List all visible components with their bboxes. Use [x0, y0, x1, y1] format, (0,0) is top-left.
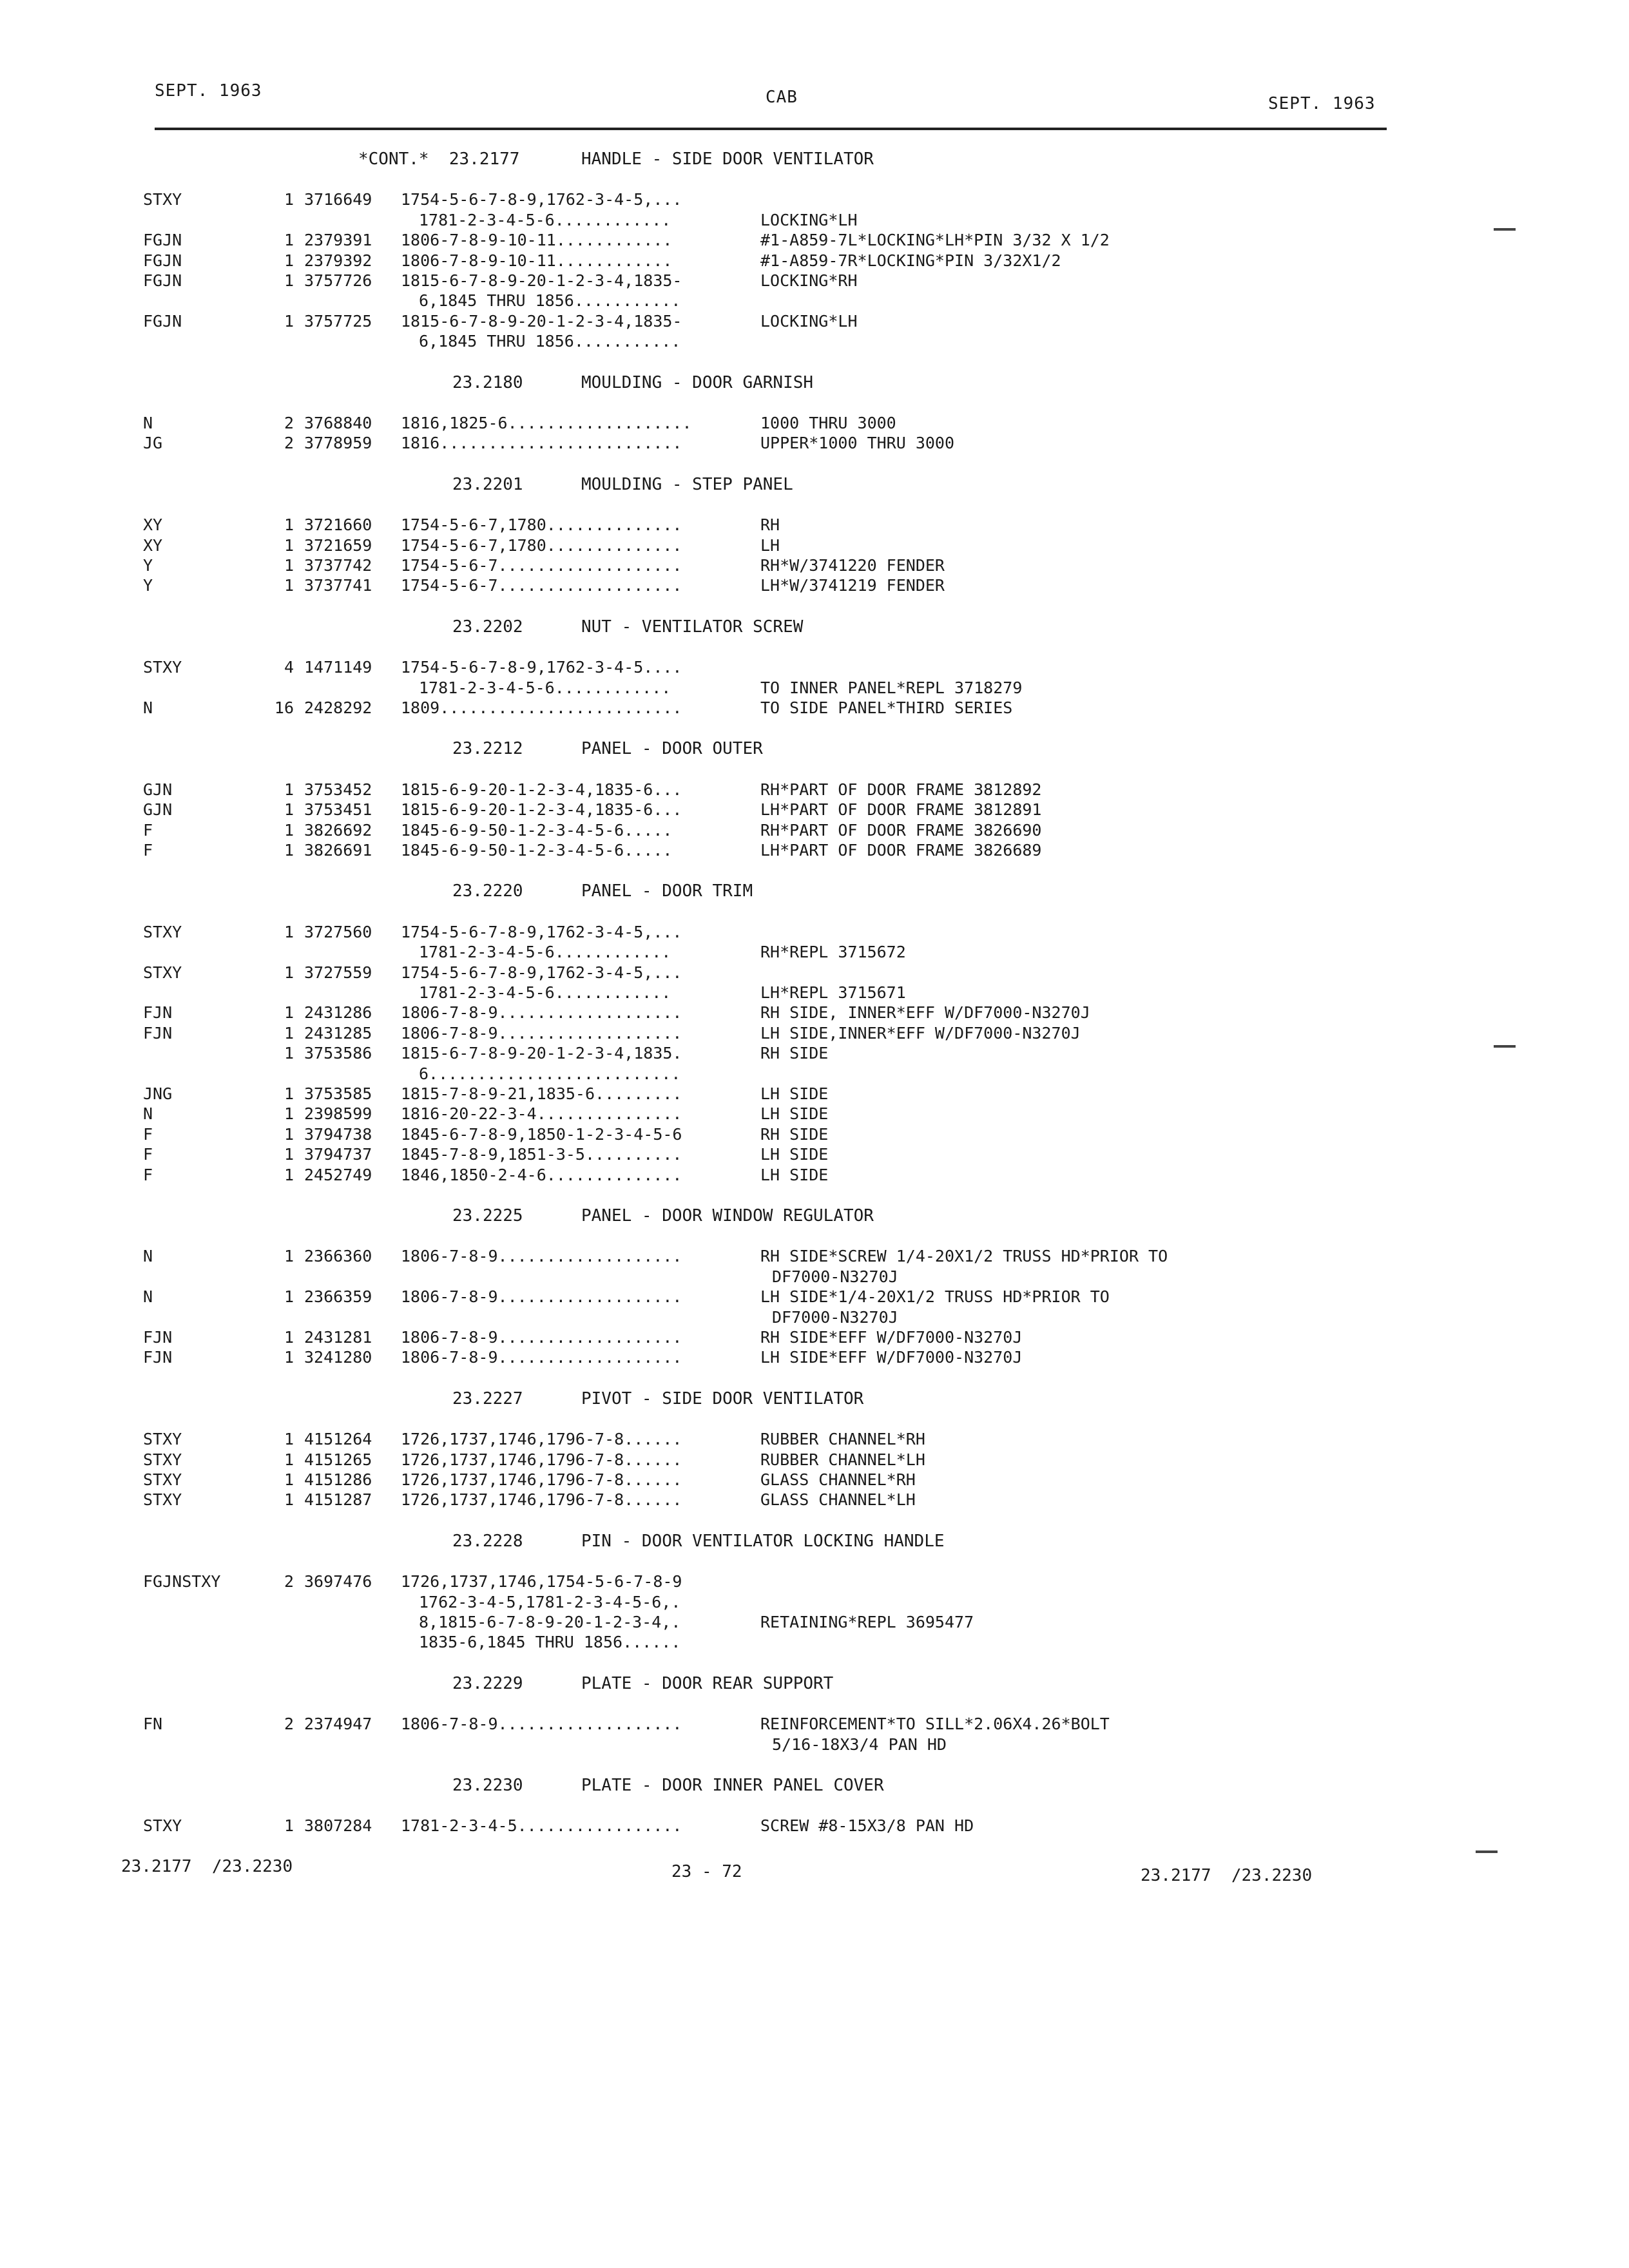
quantity: 1 [284, 1490, 294, 1509]
section-title: PIN - DOOR VENTILATOR LOCKING HANDLE [581, 1532, 945, 1551]
model-applicability: 1754-5-6-7-8-9,1762-3-4-5,... [401, 963, 682, 982]
model-applicability: 1846,1850-2-4-6.............. [401, 1166, 682, 1184]
model-applicability: 1806-7-8-9................... [401, 1287, 682, 1306]
model-code: STXY [143, 1450, 182, 1469]
part-description: RH SIDE*SCREW 1/4-20X1/2 TRUSS HD*PRIOR TO [760, 1247, 1168, 1265]
part-description: RH*PART OF DOOR FRAME 3812892 [760, 780, 1042, 799]
part-description: LH*W/3741219 FENDER [760, 576, 945, 595]
quantity: 2 [284, 1572, 294, 1591]
part-number: 3757726 [304, 271, 372, 290]
model-code: GJN [143, 780, 173, 799]
part-number: 2452749 [304, 1166, 372, 1184]
model-code: FGJN [143, 231, 182, 249]
part-number: 3737741 [304, 576, 372, 595]
quantity: 1 [284, 556, 294, 575]
model-code: FJN [143, 1328, 173, 1347]
part-number: 4151286 [304, 1470, 372, 1489]
part-number: 3807284 [304, 1816, 372, 1835]
quantity: 4 [284, 658, 294, 677]
model-code: STXY [143, 963, 182, 982]
model-code: F [143, 1166, 153, 1184]
part-description: LH*PART OF DOOR FRAME 3812891 [760, 800, 1042, 819]
quantity: 1 [284, 190, 294, 209]
quantity: 1 [284, 231, 294, 249]
part-description: TO SIDE PANEL*THIRD SERIES [760, 698, 1013, 717]
model-code: STXY [143, 190, 182, 209]
model-applicability: 1754-5-6-7-8-9,1762-3-4-5,... [401, 190, 682, 209]
model-applicability: 1809......................... [401, 698, 682, 717]
model-applicability: 1726,1737,1746,1754-5-6-7-8-9 [401, 1572, 682, 1591]
quantity: 1 [284, 515, 294, 534]
part-number: 3826692 [304, 821, 372, 840]
part-number: 2374947 [304, 1715, 372, 1733]
model-code: FJN [143, 1348, 173, 1367]
part-description: #1-A859-7L*LOCKING*LH*PIN 3/32 X 1/2 [760, 231, 1110, 249]
model-applicability: 1806-7-8-9-10-11............ [401, 231, 673, 249]
model-code: FGJN [143, 251, 182, 270]
section-number: 23.2227 [452, 1389, 523, 1408]
part-number: 2398599 [304, 1104, 372, 1123]
quantity: 1 [284, 1125, 294, 1144]
section-number: 23.2230 [452, 1776, 523, 1795]
model-applicability: 1762-3-4-5,1781-2-3-4-5-6,. [419, 1593, 681, 1611]
model-applicability: 1815-6-9-20-1-2-3-4,1835-6... [401, 780, 682, 799]
model-applicability: 1754-5-6-7,1780.............. [401, 515, 682, 534]
part-description: DF7000-N3270J [772, 1308, 898, 1327]
quantity: 1 [284, 536, 294, 555]
part-description: LH SIDE [760, 1104, 829, 1123]
section-number: 23.2201 [452, 475, 523, 494]
model-code: STXY [143, 1470, 182, 1489]
model-applicability: 6,1845 THRU 1856........... [419, 332, 681, 351]
header-section-name: CAB [766, 88, 798, 107]
footer-page-number: 23 - 72 [671, 1862, 742, 1881]
section-title: PLATE - DOOR INNER PANEL COVER [581, 1776, 884, 1795]
part-number: 3697476 [304, 1572, 372, 1591]
part-description: SCREW #8-15X3/8 PAN HD [760, 1816, 974, 1835]
section-number: 23.2202 [452, 617, 523, 637]
part-number: 4151265 [304, 1450, 372, 1469]
model-applicability: 1726,1737,1746,1796-7-8...... [401, 1430, 682, 1448]
model-applicability: 1754-5-6-7-8-9,1762-3-4-5,... [401, 923, 682, 941]
model-applicability: 1726,1737,1746,1796-7-8...... [401, 1450, 682, 1469]
part-description: DF7000-N3270J [772, 1267, 898, 1286]
model-applicability: 1806-7-8-9................... [401, 1024, 682, 1043]
quantity: 2 [284, 1715, 294, 1733]
model-applicability: 1754-5-6-7-8-9,1762-3-4-5.... [401, 658, 682, 677]
model-code: FJN [143, 1024, 173, 1043]
part-description: RH*PART OF DOOR FRAME 3826690 [760, 821, 1042, 840]
model-code: N [143, 1247, 153, 1265]
part-number: 2431281 [304, 1328, 372, 1347]
part-description: RH SIDE [760, 1125, 829, 1144]
part-description: RUBBER CHANNEL*RH [760, 1430, 925, 1448]
model-applicability: 1815-6-7-8-9-20-1-2-3-4,1835- [401, 271, 682, 290]
model-applicability: 1781-2-3-4-5-6............ [419, 211, 671, 229]
quantity: 1 [284, 251, 294, 270]
part-description: LH*REPL 3715671 [760, 983, 906, 1002]
quantity: 1 [284, 821, 294, 840]
part-description: LH SIDE [760, 1145, 829, 1164]
model-applicability: 1815-6-7-8-9-20-1-2-3-4,1835. [401, 1044, 682, 1062]
quantity: 2 [284, 434, 294, 452]
part-description: RH SIDE [760, 1044, 829, 1062]
model-code: F [143, 821, 153, 840]
quantity: 1 [284, 312, 294, 331]
quantity: 1 [284, 1084, 294, 1103]
model-code: FJN [143, 1003, 173, 1022]
model-code: F [143, 1145, 153, 1164]
part-description: RH [760, 515, 780, 534]
quantity: 2 [284, 414, 294, 432]
model-code: STXY [143, 1816, 182, 1835]
model-applicability: 1816......................... [401, 434, 682, 452]
part-number: 2366360 [304, 1247, 372, 1265]
part-number: 3768840 [304, 414, 372, 432]
quantity: 1 [284, 1166, 294, 1184]
quantity: 1 [284, 271, 294, 290]
model-applicability: 1781-2-3-4-5................. [401, 1816, 682, 1835]
quantity: 1 [284, 1450, 294, 1469]
model-code: GJN [143, 800, 173, 819]
part-description: LH*PART OF DOOR FRAME 3826689 [760, 841, 1042, 860]
part-number: 2379391 [304, 231, 372, 249]
quantity: 1 [284, 1430, 294, 1448]
part-number: 3757725 [304, 312, 372, 331]
model-applicability: 1726,1737,1746,1796-7-8...... [401, 1490, 682, 1509]
model-code: STXY [143, 1490, 182, 1509]
quantity: 1 [284, 1044, 294, 1062]
model-code: XY [143, 536, 163, 555]
footer-range-left: 23.2177 /23.2230 [121, 1857, 293, 1876]
quantity: 1 [284, 1104, 294, 1123]
model-applicability: 1845-6-9-50-1-2-3-4-5-6..... [401, 821, 673, 840]
part-description: LH SIDE [760, 1166, 829, 1184]
quantity: 1 [284, 800, 294, 819]
quantity: 1 [284, 1328, 294, 1347]
model-code: Y [143, 576, 153, 595]
part-number: 2366359 [304, 1287, 372, 1306]
quantity: 1 [284, 1287, 294, 1306]
model-applicability: 1754-5-6-7................... [401, 556, 682, 575]
model-applicability: 1806-7-8-9-10-11............ [401, 251, 673, 270]
part-description: RH SIDE, INNER*EFF W/DF7000-N3270J [760, 1003, 1090, 1022]
part-description: RH SIDE*EFF W/DF7000-N3270J [760, 1328, 1023, 1347]
part-number: 3727560 [304, 923, 372, 941]
part-number: 3826691 [304, 841, 372, 860]
part-description: LH SIDE*EFF W/DF7000-N3270J [760, 1348, 1023, 1367]
model-code: JNG [143, 1084, 173, 1103]
model-applicability: 1815-7-8-9-21,1835-6......... [401, 1084, 682, 1103]
quantity: 1 [284, 923, 294, 941]
part-number: 2431286 [304, 1003, 372, 1022]
section-title: MOULDING - STEP PANEL [581, 475, 793, 494]
model-applicability: 1835-6,1845 THRU 1856...... [419, 1633, 681, 1651]
part-description: REINFORCEMENT*TO SILL*2.06X4.26*BOLT [760, 1715, 1110, 1733]
model-applicability: 1781-2-3-4-5-6............ [419, 943, 671, 961]
part-description: LOCKING*LH [760, 211, 858, 229]
part-number: 3721659 [304, 536, 372, 555]
section-number: 23.2229 [452, 1674, 523, 1693]
part-number: 3753451 [304, 800, 372, 819]
part-number: 2428292 [304, 698, 372, 717]
model-code: F [143, 1125, 153, 1144]
part-description: LOCKING*RH [760, 271, 858, 290]
part-description: RH*REPL 3715672 [760, 943, 906, 961]
model-applicability: 1806-7-8-9................... [401, 1715, 682, 1733]
part-number: 2379392 [304, 251, 372, 270]
part-description: TO INNER PANEL*REPL 3718279 [760, 678, 1023, 697]
model-applicability: 1845-6-7-8-9,1850-1-2-3-4-5-6 [401, 1125, 682, 1144]
header-date-right: SEPT. 1963 [1268, 94, 1376, 113]
model-applicability: 1845-7-8-9,1851-3-5.......... [401, 1145, 682, 1164]
part-description: LH SIDE*1/4-20X1/2 TRUSS HD*PRIOR TO [760, 1287, 1110, 1306]
model-code: N [143, 1287, 153, 1306]
part-description: GLASS CHANNEL*LH [760, 1490, 916, 1509]
model-applicability: 1816-20-22-3-4............... [401, 1104, 682, 1123]
margin-tick-mark [1494, 1045, 1516, 1048]
model-code: FGJN [143, 312, 182, 331]
part-description: 5/16-18X3/4 PAN HD [772, 1735, 947, 1754]
part-description: LH SIDE [760, 1084, 829, 1103]
part-description: 1000 THRU 3000 [760, 414, 896, 432]
model-code: N [143, 1104, 153, 1123]
model-code: FGJNSTXY [143, 1572, 221, 1591]
quantity: 1 [284, 1348, 294, 1367]
part-number: 4151264 [304, 1430, 372, 1448]
model-code: JG [143, 434, 163, 452]
part-number: 3753452 [304, 780, 372, 799]
model-applicability: 1815-6-7-8-9-20-1-2-3-4,1835- [401, 312, 682, 331]
quantity: 1 [284, 1816, 294, 1835]
model-applicability: 1806-7-8-9................... [401, 1328, 682, 1347]
section-title: HANDLE - SIDE DOOR VENTILATOR [581, 149, 874, 169]
model-applicability: 1816,1825-6................... [401, 414, 692, 432]
margin-tick-mark [1476, 1850, 1498, 1853]
part-number: 3794737 [304, 1145, 372, 1164]
section-title: PANEL - DOOR TRIM [581, 881, 753, 901]
part-description: LOCKING*LH [760, 312, 858, 331]
model-code: N [143, 414, 153, 432]
quantity: 16 [274, 698, 294, 717]
section-title: PANEL - DOOR WINDOW REGULATOR [581, 1206, 874, 1225]
section-title: PANEL - DOOR OUTER [581, 739, 763, 758]
part-number: 2431285 [304, 1024, 372, 1043]
part-number: 3737742 [304, 556, 372, 575]
part-description: #1-A859-7R*LOCKING*PIN 3/32X1/2 [760, 251, 1061, 270]
footer-range-right: 23.2177 /23.2230 [1141, 1866, 1313, 1885]
section-number: 23.2225 [452, 1206, 523, 1225]
part-number: 3794738 [304, 1125, 372, 1144]
model-code: N [143, 698, 153, 717]
quantity: 1 [284, 1145, 294, 1164]
section-title: PIVOT - SIDE DOOR VENTILATOR [581, 1389, 864, 1408]
model-applicability: 1781-2-3-4-5-6............ [419, 983, 671, 1002]
quantity: 1 [284, 1470, 294, 1489]
quantity: 1 [284, 1247, 294, 1265]
part-description: LH [760, 536, 780, 555]
model-applicability: 8,1815-6-7-8-9-20-1-2-3-4,. [419, 1613, 681, 1631]
part-description: UPPER*1000 THRU 3000 [760, 434, 955, 452]
model-applicability: 1754-5-6-7................... [401, 576, 682, 595]
model-applicability: 1806-7-8-9................... [401, 1348, 682, 1367]
section-number: 23.2212 [452, 739, 523, 758]
quantity: 1 [284, 576, 294, 595]
model-applicability: 1754-5-6-7,1780.............. [401, 536, 682, 555]
model-applicability: 1726,1737,1746,1796-7-8...... [401, 1470, 682, 1489]
section-title: MOULDING - DOOR GARNISH [581, 373, 814, 392]
model-applicability: 1806-7-8-9................... [401, 1247, 682, 1265]
part-number: 3241280 [304, 1348, 372, 1367]
model-code: FN [143, 1715, 163, 1733]
header-date-left: SEPT. 1963 [155, 81, 262, 101]
margin-tick-mark [1494, 228, 1516, 231]
part-number: 1471149 [304, 658, 372, 677]
model-code: XY [143, 515, 163, 534]
part-number: 3716649 [304, 190, 372, 209]
part-number: 3753585 [304, 1084, 372, 1103]
model-code: STXY [143, 658, 182, 677]
section-title: PLATE - DOOR REAR SUPPORT [581, 1674, 834, 1693]
model-code: Y [143, 556, 153, 575]
part-number: 3753586 [304, 1044, 372, 1062]
quantity: 1 [284, 963, 294, 982]
quantity: 1 [284, 1003, 294, 1022]
model-applicability: 6.......................... [419, 1064, 681, 1083]
model-applicability: 1845-6-9-50-1-2-3-4-5-6..... [401, 841, 673, 860]
part-number: 3778959 [304, 434, 372, 452]
part-number: 3721660 [304, 515, 372, 534]
part-description: RETAINING*REPL 3695477 [760, 1613, 974, 1631]
part-description: RH*W/3741220 FENDER [760, 556, 945, 575]
part-number: 3727559 [304, 963, 372, 982]
model-code: STXY [143, 923, 182, 941]
model-code: F [143, 841, 153, 860]
section-number: 23.2180 [452, 373, 523, 392]
part-number: 4151287 [304, 1490, 372, 1509]
quantity: 1 [284, 1024, 294, 1043]
section-number: 23.2228 [452, 1532, 523, 1551]
section-number: *CONT.* 23.2177 [358, 149, 520, 169]
part-description: GLASS CHANNEL*RH [760, 1470, 916, 1489]
quantity: 1 [284, 780, 294, 799]
model-applicability: 1815-6-9-20-1-2-3-4,1835-6... [401, 800, 682, 819]
section-title: NUT - VENTILATOR SCREW [581, 617, 804, 637]
model-applicability: 6,1845 THRU 1856........... [419, 291, 681, 310]
part-description: LH SIDE,INNER*EFF W/DF7000-N3270J [760, 1024, 1081, 1043]
model-code: STXY [143, 1430, 182, 1448]
model-code: FGJN [143, 271, 182, 290]
model-applicability: 1806-7-8-9................... [401, 1003, 682, 1022]
model-applicability: 1781-2-3-4-5-6............ [419, 678, 671, 697]
section-number: 23.2220 [452, 881, 523, 901]
part-description: RUBBER CHANNEL*LH [760, 1450, 925, 1469]
quantity: 1 [284, 841, 294, 860]
